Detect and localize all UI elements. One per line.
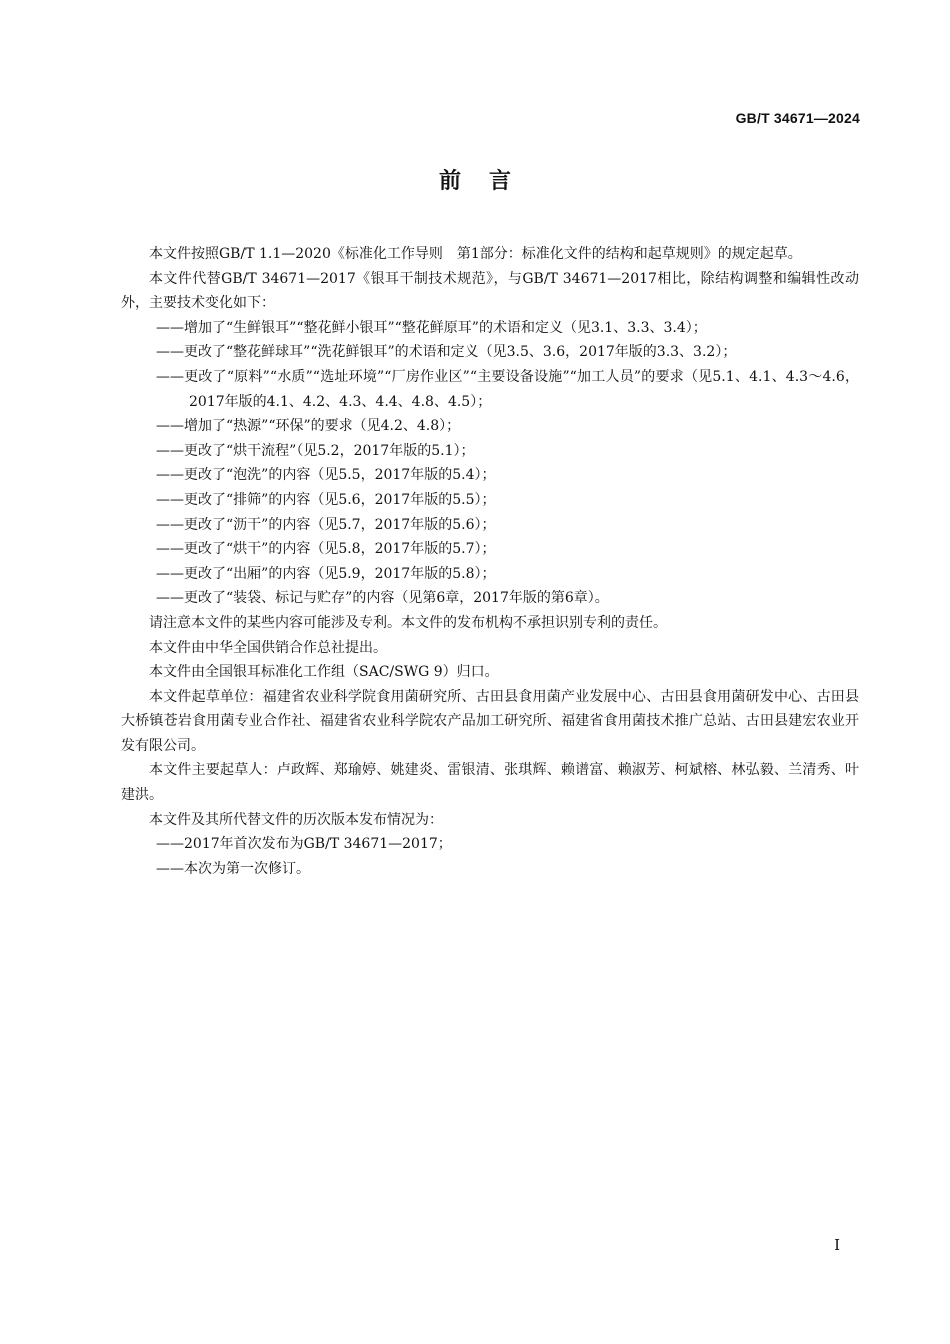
page-title: 前言 — [438, 169, 539, 194]
change-item: ——增加了“热源”“环保”的要求（见4.2、4.8）； — [156, 418, 461, 435]
history-item: ——2017年首次发布为GB/T 34671—2017； — [156, 836, 452, 853]
change-item: ——更改了“排筛”的内容（见5.6，2017年版的5.5）； — [156, 491, 496, 508]
change-item: ——更改了“原料”“水质”“选址环境”“厂房作业区”“主要设备设施”“加工人员”的要求（见5.1、4.1、4.3～4.6，2017年版的4.1、4.2、4.3、4.4、4.8、4.5）； — [156, 368, 859, 410]
body-paragraph: 本文件及其所代替文件的历次版本发布情况为： — [149, 811, 443, 828]
body-paragraph: 请注意本文件的某些内容可能涉及专利。本文件的发布机构不承担识别专利的责任。 — [149, 614, 667, 631]
change-item: ——更改了“装袋、标记与贮存”的内容（见第6章，2017年版的第6章）。 — [156, 590, 609, 607]
history-item: ——本次为第一次修订。 — [156, 860, 310, 877]
page-number: I — [834, 1236, 840, 1254]
intro-paragraph: 本文件代替GB/T 34671—2017《银耳干制技术规范》，与GB/T 34671—2017相比，除结构调整和编辑性改动外，主要技术变化如下： — [121, 270, 859, 312]
change-item: ——更改了“整花鲜球耳”“洗花鲜银耳”的术语和定义（见3.5、3.6，2017年版的3.3、3.2）； — [156, 344, 737, 361]
standard-code: GB/T 34671—2024 — [735, 110, 860, 126]
change-item: ——更改了“烘干”的内容（见5.8，2017年版的5.7）； — [156, 541, 496, 558]
change-item: ——增加了“生鲜银耳”“整花鲜小银耳”“整花鲜原耳”的术语和定义（见3.1、3.3、3.4）； — [156, 319, 707, 336]
body-paragraph: 本文件由中华全国供销合作总社提出。 — [149, 639, 387, 656]
body-paragraph: 本文件主要起草人：卢政辉、郑瑜婷、姚建炎、雷银清、张琪辉、赖谱富、赖淑芳、柯斌榕、林弘毅、兰清秀、叶建洪。 — [121, 762, 859, 804]
intro-paragraph: 本文件按照GB/T 1.1—2020《标准化工作导则 第1部分：标准化文件的结构和起草规则》的规定起草。 — [149, 246, 802, 262]
foreword-body — [121, 242, 859, 881]
change-item: ——更改了“泡洗”的内容（见5.5，2017年版的5.4）； — [156, 467, 496, 484]
change-item: ——更改了“烘干流程”（见5.2，2017年版的5.1）； — [156, 442, 475, 459]
body-paragraph: 本文件起草单位：福建省农业科学院食用菌研究所、古田县食用菌产业发展中心、古田县食用菌研发中心、古田县大桥镇苍岩食用菌专业合作社、福建省农业科学院农产品加工研究所、福建省食用菌技术推广总站、古田县建宏农业开发有限公司。 — [121, 688, 859, 754]
change-item: ——更改了“沥干”的内容（见5.7，2017年版的5.6）； — [156, 516, 496, 533]
change-item: ——更改了“出厢”的内容（见5.9，2017年版的5.8）； — [156, 565, 496, 582]
body-paragraph: 本文件由全国银耳标准化工作组（SAC/SWG 9）归口。 — [149, 664, 499, 681]
